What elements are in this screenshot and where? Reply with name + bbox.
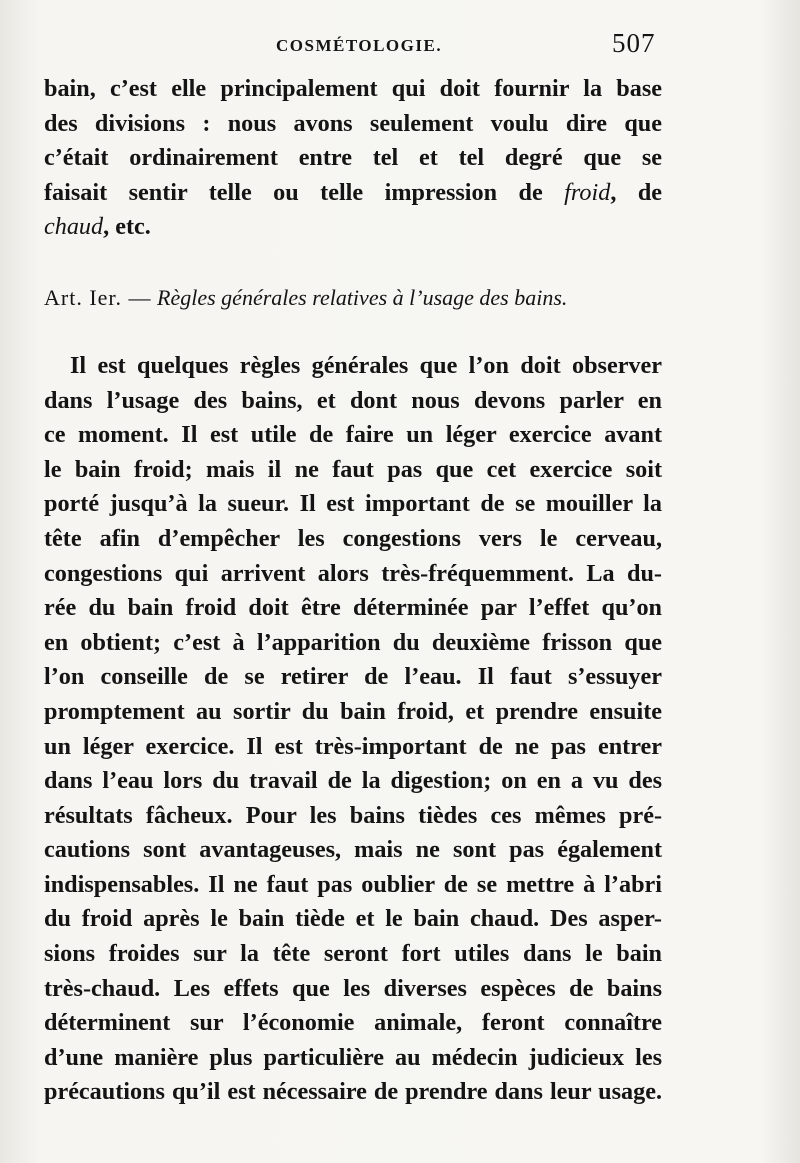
text-line: dans l’eau lors du travail de la digestion; on en a vu des xyxy=(44,767,662,795)
text-line: du froid après le bain tiède et le bain chaud. Des asper- xyxy=(44,905,662,933)
italic-word-chaud: chaud xyxy=(44,213,104,241)
text-line: déterminent sur l’économie animale, feront connaître xyxy=(44,1009,662,1037)
text-line: dans l’usage des bains, et dont nous devons parler en xyxy=(44,386,662,414)
text-line xyxy=(44,210,662,245)
text-segment: faisait sentir telle ou telle impression de xyxy=(44,178,565,206)
text-line: congestions qui arrivent alors très-fréquemment. La du- xyxy=(44,559,662,587)
text-line: c’était ordinairement entre tel et tel degré que se xyxy=(44,144,662,172)
text-line xyxy=(44,176,662,211)
article-heading xyxy=(44,281,662,315)
paragraph-1 xyxy=(44,72,662,245)
text-line: sions froides sur la tête seront fort utiles dans le bain xyxy=(44,940,662,968)
text-line: porté jusqu’à la sueur. Il est important de se mouiller la xyxy=(44,490,662,518)
spacer xyxy=(44,245,662,281)
text-line: rée du bain froid doit être déterminée par l’effet qu’on xyxy=(44,594,662,622)
running-head: COSMÉTOLOGIE. xyxy=(276,36,443,55)
text-line: très-chaud. Les effets que les diverses espèces de bains xyxy=(44,974,662,1002)
page-header xyxy=(44,30,660,70)
text-line: des divisions : nous avons seulement voulu dire que xyxy=(44,109,662,137)
spacer xyxy=(44,315,662,349)
text-line: cautions sont avantageuses, mais ne sont pas également xyxy=(44,836,662,864)
text-segment: , etc. xyxy=(103,213,151,241)
text-line: en obtient; c’est à l’apparition du deuxième frisson que xyxy=(44,628,662,656)
page-number: 507 xyxy=(612,28,656,58)
article-title: Règles générales relatives à l’usage des bains. xyxy=(157,284,568,310)
text-line: le bain froid; mais il ne faut pas que cet exercice soit xyxy=(44,455,662,483)
text-line: Il est quelques règles générales que l’on doit observer xyxy=(70,351,662,379)
text-line: indispensables. Il ne faut pas oublier de se mettre à l’abri xyxy=(44,870,662,898)
text-line: bain, c’est elle principalement qui doit fournir la base xyxy=(44,75,662,102)
text-line: résultats fâcheux. Pour les bains tièdes ces mêmes pré- xyxy=(44,801,662,829)
text-segment: , de xyxy=(610,178,663,206)
paragraph-2 xyxy=(44,349,662,1110)
text-line: l’on conseille de se retirer de l’eau. Il faut s’essuyer xyxy=(44,663,662,691)
text-line: d’une manière plus particulière au médecin judicieux les xyxy=(44,1043,662,1071)
text-line: promptement au sortir du bain froid, et prendre ensuite xyxy=(44,697,662,725)
italic-word-froid: froid xyxy=(564,178,611,206)
text-line: précautions qu’il est nécessaire de prendre dans leur usage. xyxy=(44,1078,662,1106)
text-line: ce moment. Il est utile de faire un léger exercice avant xyxy=(44,421,662,449)
text-line: un léger exercice. Il est très-important de ne pas entrer xyxy=(44,732,662,760)
text-block xyxy=(44,72,662,1110)
article-label: Art. Ier. — xyxy=(44,284,152,310)
text-line: tête afin d’empêcher les congestions vers le cerveau, xyxy=(44,524,662,552)
